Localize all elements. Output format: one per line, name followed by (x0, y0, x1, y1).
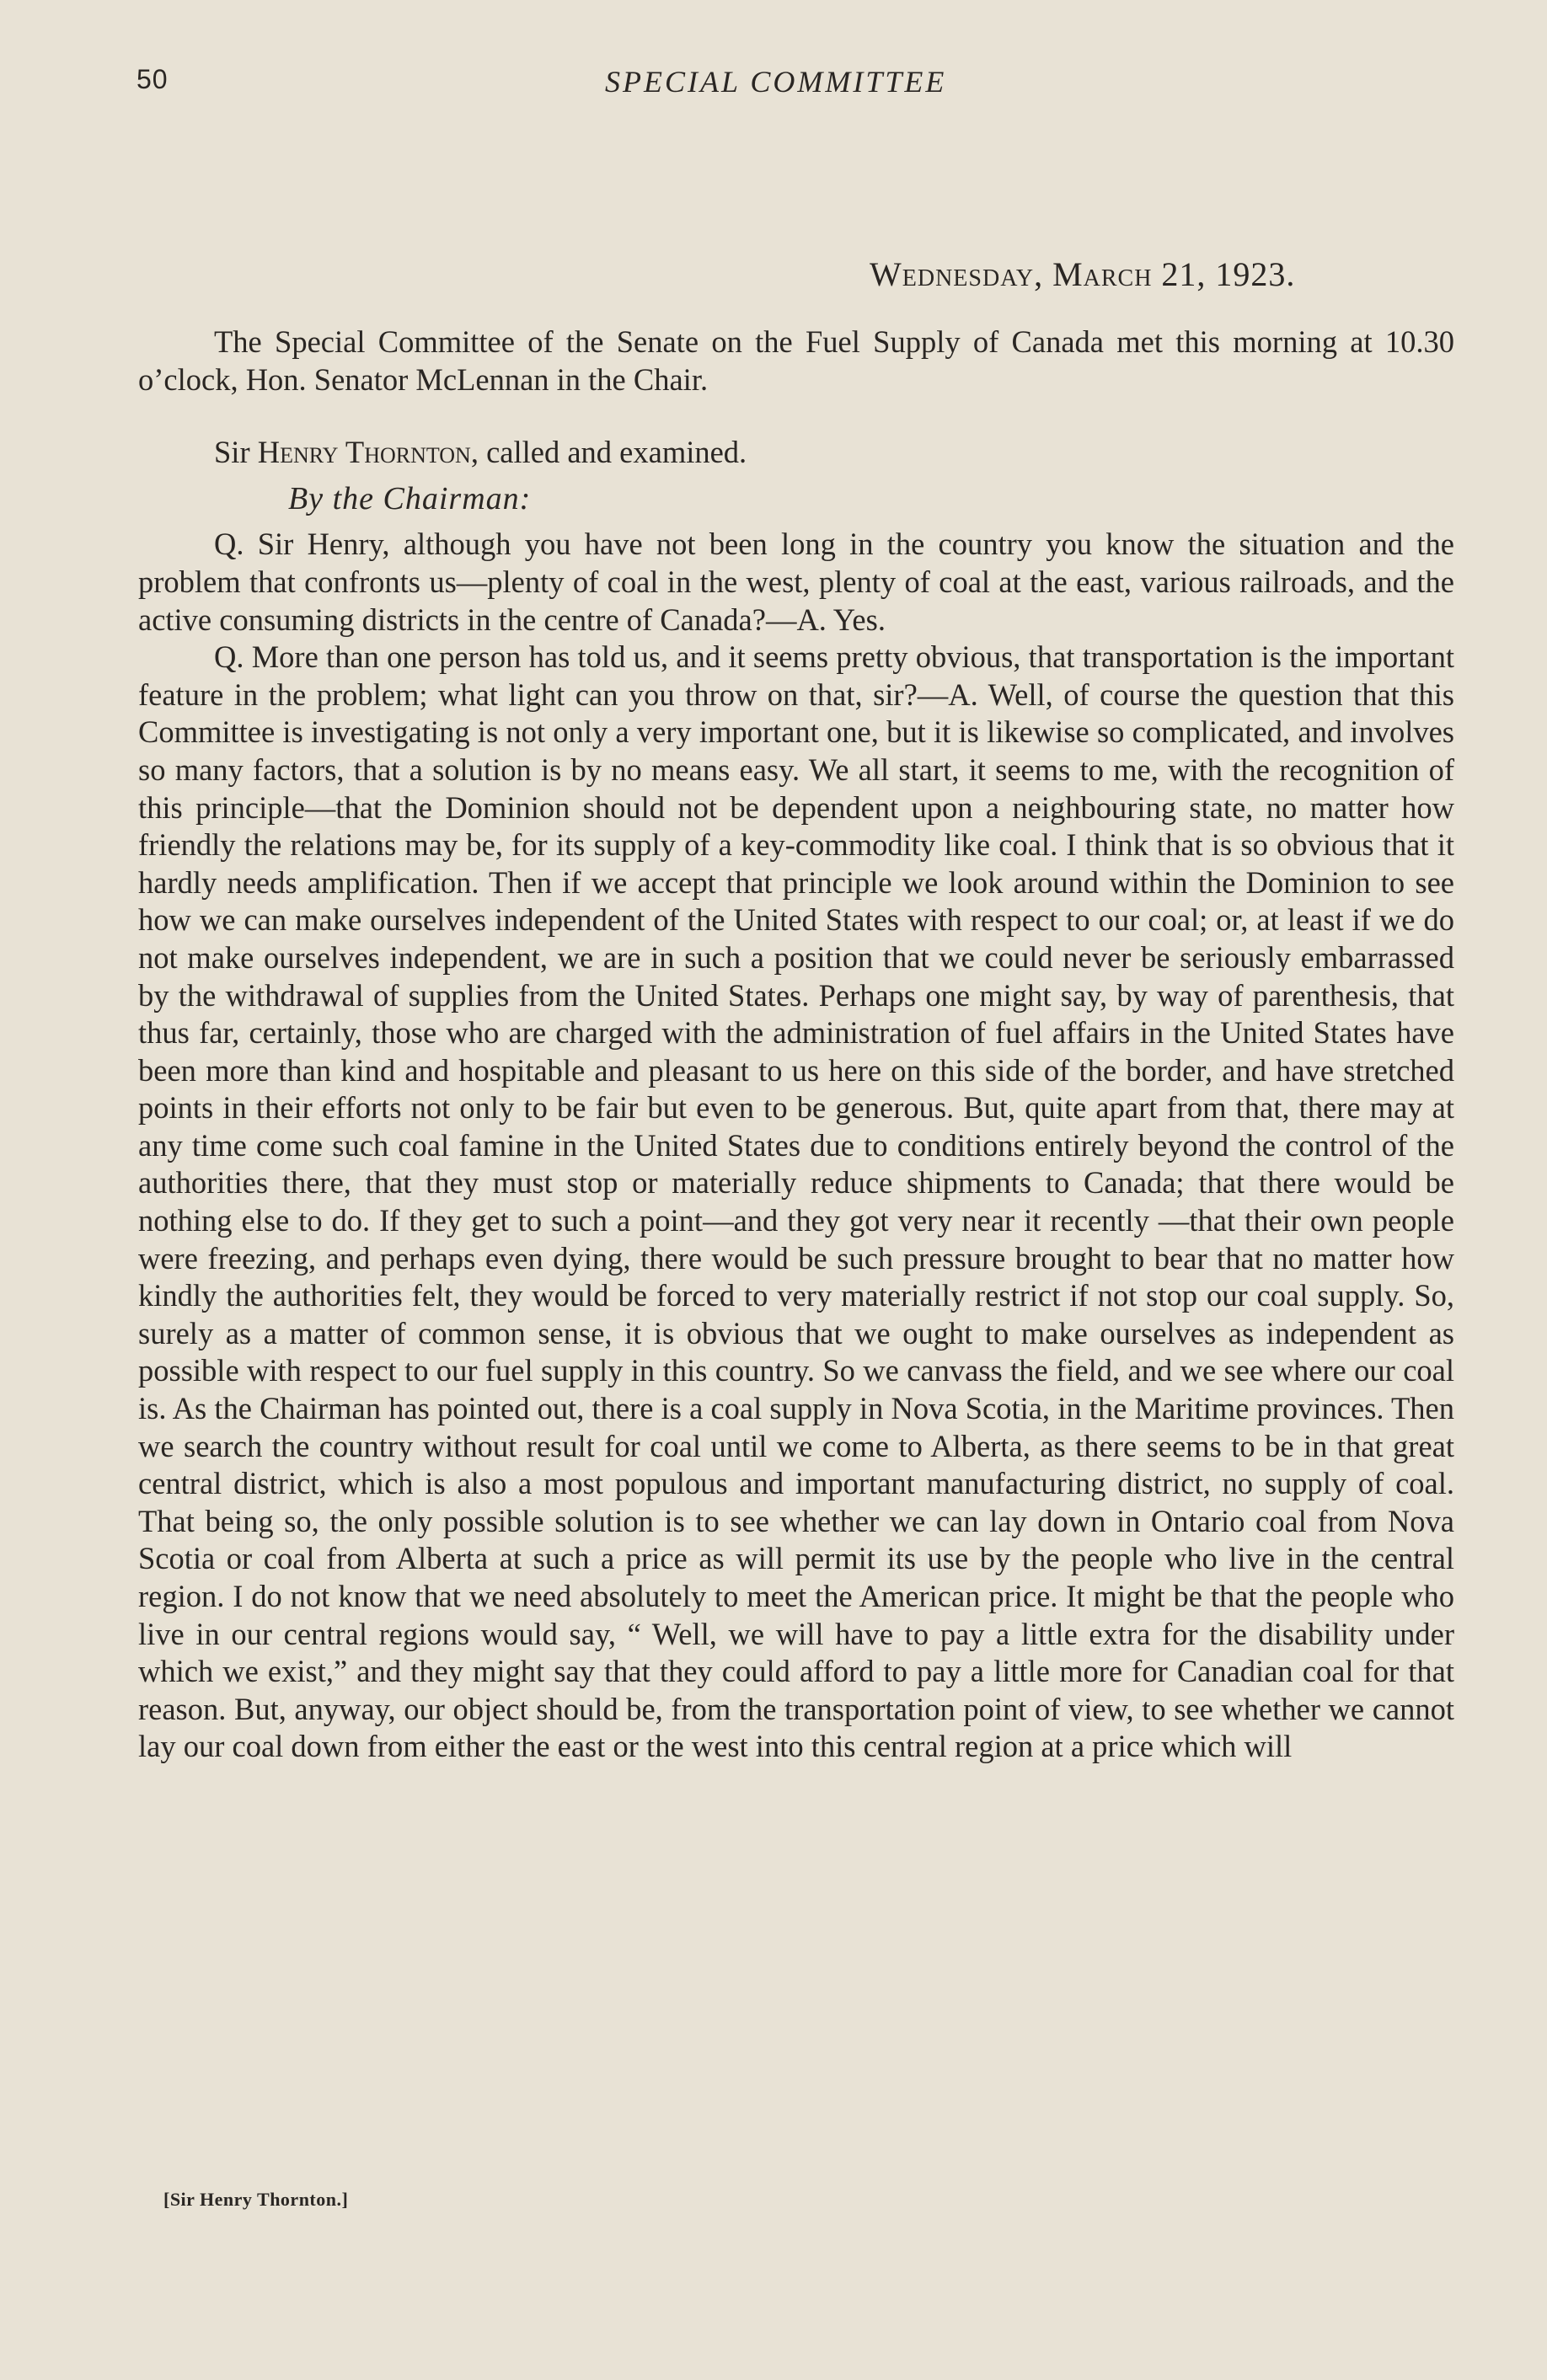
testimony-paragraph: Q. Sir Henry, although you have not been long in the country you know the situation and the problem that confronts us—plenty of coal in the west, plenty of coal at the east, various railroads, and the active consuming districts in the centre of Canada?—A. Yes. (138, 527, 1454, 637)
examiner-heading: By the Chairman: (288, 480, 532, 516)
running-title: SPECIAL COMMITTEE (605, 65, 947, 99)
witness-name: Henry Thornton (257, 435, 471, 470)
witness-prefix: Sir (214, 435, 258, 470)
dateline: Wednesday, March 21, 1923. (870, 255, 1296, 293)
page-header (136, 64, 1451, 111)
speaker-footnote: [Sir Henry Thornton.] (163, 2189, 349, 2210)
witness-line (138, 434, 1454, 472)
testimony-paragraph: Q. More than one person has told us, and it seems pretty obvious, that transportation is the important feature in the problem; what light can you throw on that, sir?—A. Well, of course the question that this Committee is investigating is not only a very important one, but it is likewise so complicated, and involves so many factors, that a solution is by no means easy. We all start, it seems to me, with the recognition of this principle—that the Dominion should not be dependent upon a neighbouring state, no matter how friendly the relations may be, for its supply of a key-commodity like coal. I think that is so obvious that it hardly needs amplification. Then if we accept that principle we look around within the Dominion to see how we can make ourselves independent of the United States with respect to our coal; or, at least if we do not make ourselves independent, we are in such a position that we could never be seriously embarrassed by the withdrawal of supplies from the United States. Perhaps one might say, by way of parenthesis, that thus far, certainly, those who are charged with the administration of fuel affairs in the United States have been more than kind and hospitable and pleasant to us here on this side of the border, and have stretched points in their efforts not only to be fair but even to be generous. But, quite apart from that, there may at any time come such coal famine in the United States due to conditions entirely beyond the control of the authorities there, that they must stop or materially reduce shipments to Canada; that there would be nothing else to do. If they get to such a point—and they got very near it recently —that their own people were freezing, and perhaps even dying, there would be such pressure brought to bear that no matter how kindly the authorities felt, they would be forced to very materially restrict if not stop our coal supply. So, surely as a matter of common sense, it is obvious that we ought to make ourselves as independent as possible with respect to our fuel supply in this country. So we canvass the field, and we see where our coal is. As the Chairman has pointed out, there is a coal supply in Nova Scotia, in the Maritime provinces. Then we search the country without result for coal until we come to Alberta, as there seems to be in that great central district, which is also a most populous and important manufacturing district, no supply of coal. That being so, the only possible solution is to see whether we can lay down in Ontario coal from Nova Scotia or coal from Alberta at such a price as will permit its use by the people who live in the central region. I do not know that we need absolutely to meet the American price. It might be that the people who live in our central regions would say, “ Well, we will have to pay a little extra for the disability under which we exist,” and they might say that they could afford to pay a little more for Canadian coal for that reason. But, anyway, our object should be, from the transportation point of view, to see whether we cannot lay our coal down from either the east or the west into this central region at a price which will (138, 639, 1454, 1764)
page-number: 50 (136, 64, 169, 94)
witness-suffix: , called and examined. (470, 435, 747, 470)
opening-paragraph: The Special Committee of the Senate on the Fuel Supply of Canada met this morning at 10.30 o’clock, Hon. Senator McLennan in the Chair. (138, 324, 1454, 397)
body-text (138, 324, 1454, 1766)
